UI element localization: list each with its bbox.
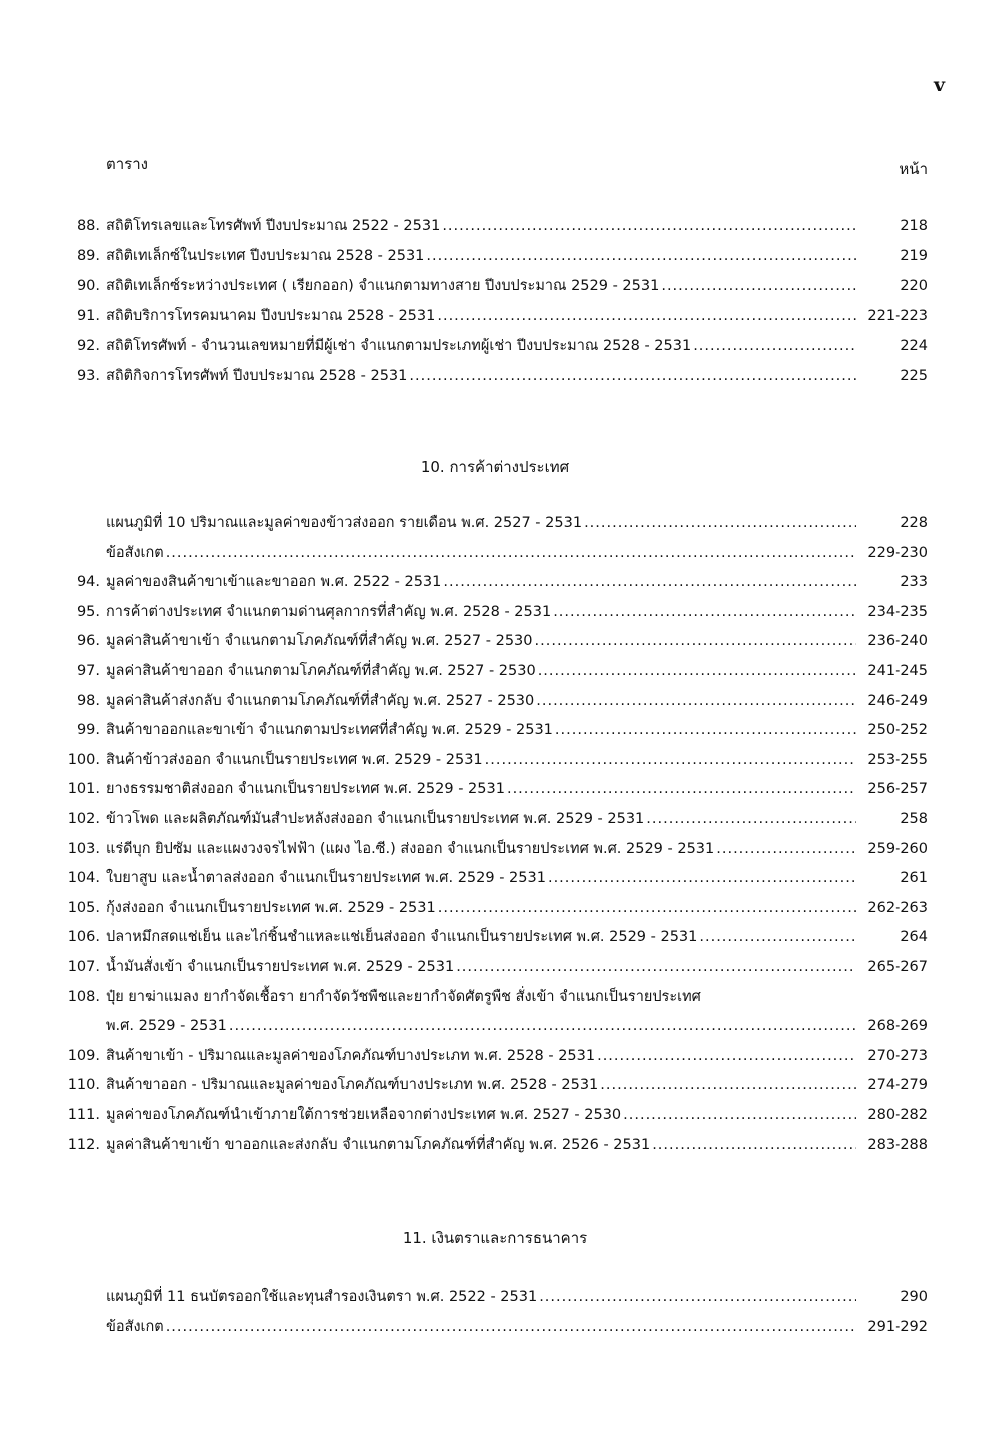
dot-leader bbox=[693, 335, 856, 357]
toc-entry-number: 95. bbox=[76, 603, 100, 620]
toc-entry-title: สถิติกิจการโทรศัพท์ ปีงบประมาณ 2528 - 2531 bbox=[106, 368, 408, 384]
toc-entry bbox=[58, 986, 928, 1008]
toc-entry-number: 106. bbox=[67, 929, 100, 946]
column-header-page: หน้า bbox=[899, 160, 928, 178]
toc-entry-number: 112. bbox=[67, 1136, 100, 1153]
toc-entry-number: 102. bbox=[67, 811, 100, 827]
toc-entry-title: สินค้าขาออกและขาเข้า จำแนกตามประเทศที่สำคัญ พ.ศ. 2529 - 2531 bbox=[106, 722, 553, 739]
toc-entry-page: 265-267 bbox=[867, 959, 928, 975]
toc-entry bbox=[58, 601, 928, 623]
dot-leader bbox=[426, 245, 856, 267]
toc-entry bbox=[58, 660, 928, 682]
dot-leader bbox=[553, 601, 856, 623]
toc-entry bbox=[58, 305, 928, 327]
dot-leader bbox=[584, 512, 856, 534]
dot-leader bbox=[555, 719, 856, 741]
toc-entry-title: มูลค่าสินค้าขาเข้า จำแนกตามโภคภัณฑ์ที่สำคัญ พ.ศ. 2527 - 2530 bbox=[106, 633, 533, 650]
toc-entry-title: ข้าวโพด และผลิตภัณฑ์มันสำปะหลังส่งออก จำแนกเป็นรายประเทศ พ.ศ. 2529 - 2531 bbox=[106, 811, 645, 827]
dot-leader bbox=[600, 1074, 856, 1096]
toc-entry-page: 291-292 bbox=[867, 1319, 928, 1335]
toc-entry-title: แร่ดีบุก ยิปซัม และแผงวงจรไฟฟ้า (แผง ไอ.ซี.) ส่งออก จำแนกเป็นรายประเทศ พ.ศ. 2529 - 2531 bbox=[106, 840, 715, 857]
toc-entry-title: น้ำมันสั่งเข้า จำแนกเป็นรายประเทศ พ.ศ. 2529 - 2531 bbox=[106, 959, 455, 975]
toc-entry-title: สินค้าขาออก - ปริมาณและมูลค่าของโภคภัณฑ์บางประเภท พ.ศ. 2528 - 2531 bbox=[106, 1077, 599, 1094]
toc-entry-page: 234-235 bbox=[867, 603, 928, 620]
toc-entry-page: 259-260 bbox=[867, 840, 928, 857]
dot-leader bbox=[438, 897, 856, 919]
dot-leader bbox=[485, 749, 856, 771]
toc-entry-page: 225 bbox=[900, 368, 928, 384]
toc-entry-number: 99. bbox=[76, 722, 100, 739]
toc-entry bbox=[58, 275, 928, 297]
toc-entry-number: 91. bbox=[76, 308, 100, 324]
toc-entry-page: 236-240 bbox=[867, 633, 928, 650]
toc-entry-title: มูลค่าของโภคภัณฑ์นำเข้าภายใต้การช่วยเหลือจากต่างประเทศ พ.ศ. 2527 - 2530 bbox=[106, 1107, 622, 1123]
toc-entry-title: ปุ๋ย ยาฆ่าแมลง ยากำจัดเชื้อรา ยากำจัดวัชพืชและยากำจัดศัตรูพืช สั่งเข้า จำแนกเป็นรายประเทศ bbox=[106, 988, 701, 1005]
dot-leader bbox=[409, 365, 856, 387]
section-title-11: 11. เงินตราและการธนาคาร bbox=[402, 1229, 588, 1247]
toc-entry-page: 258 bbox=[900, 811, 928, 827]
toc-entry-page: 290 bbox=[900, 1289, 928, 1305]
toc-entry-page: 221-223 bbox=[867, 308, 928, 324]
toc-entry bbox=[58, 245, 928, 267]
toc-entry bbox=[58, 1134, 928, 1156]
toc-entry bbox=[58, 630, 928, 652]
dot-leader bbox=[456, 956, 856, 978]
toc-entry bbox=[58, 926, 928, 948]
toc-entry-number: 109. bbox=[67, 1047, 100, 1064]
toc-entry-title: สถิติเทเล็กซ์ระหว่างประเทศ ( เรียกออก) จำแนกตามทางสาย ปีงบประมาณ 2529 - 2531 bbox=[106, 278, 660, 294]
toc-entry bbox=[58, 838, 928, 860]
dot-leader bbox=[507, 778, 856, 800]
toc-entry-number: 111. bbox=[67, 1107, 100, 1123]
toc-entry bbox=[58, 1104, 928, 1126]
toc-entry-number: 110. bbox=[67, 1077, 100, 1094]
toc-entry-number: 101. bbox=[67, 781, 100, 798]
toc-entry-continuation bbox=[58, 1015, 928, 1037]
dot-leader bbox=[443, 571, 856, 593]
page-number: v bbox=[933, 74, 945, 96]
toc-entry-number: 93. bbox=[76, 368, 100, 384]
toc-entry-title: สินค้าขาเข้า - ปริมาณและมูลค่าของโภคภัณฑ์บางประเภท พ.ศ. 2528 - 2531 bbox=[106, 1047, 596, 1064]
toc-entry bbox=[58, 571, 928, 593]
toc-entry bbox=[58, 1286, 928, 1308]
toc-entry bbox=[58, 512, 928, 534]
column-header-table: ตาราง bbox=[106, 155, 148, 173]
toc-entry-page: 270-273 bbox=[867, 1047, 928, 1064]
dot-leader bbox=[166, 1316, 856, 1338]
toc-entry-number: 92. bbox=[76, 338, 100, 354]
dot-leader bbox=[539, 1286, 856, 1308]
dot-leader bbox=[597, 1045, 856, 1067]
toc-entry-title: กุ้งส่งออก จำแนกเป็นรายประเทศ พ.ศ. 2529 - 2531 bbox=[106, 899, 436, 916]
dot-leader bbox=[716, 838, 856, 860]
toc-entry-title: สินค้าข้าวส่งออก จำแนกเป็นรายประเทศ พ.ศ. 2529 - 2531 bbox=[106, 751, 483, 768]
dot-leader bbox=[661, 275, 856, 297]
toc-entry-title: แผนภูมิที่ 10 ปริมาณและมูลค่าของข้าวส่งออก รายเดือน พ.ศ. 2527 - 2531 bbox=[106, 515, 583, 531]
toc-entry-page: 283-288 bbox=[867, 1136, 928, 1153]
toc-entry-number: 108. bbox=[67, 988, 100, 1005]
toc-entry bbox=[58, 719, 928, 741]
toc-entry bbox=[58, 867, 928, 889]
dot-leader bbox=[229, 1015, 856, 1037]
toc-entry bbox=[58, 1045, 928, 1067]
toc-entry-number: 96. bbox=[76, 633, 100, 650]
dot-leader bbox=[536, 690, 856, 712]
toc-entry-page: 219 bbox=[900, 248, 928, 264]
toc-entry-number: 103. bbox=[67, 840, 100, 857]
toc-entry bbox=[58, 1316, 928, 1338]
toc-entry-page: 224 bbox=[900, 338, 928, 354]
toc-entry-page: 229-230 bbox=[867, 544, 928, 561]
dot-leader bbox=[646, 808, 856, 830]
toc-entry bbox=[58, 542, 928, 564]
toc-entry-page: 256-257 bbox=[867, 781, 928, 798]
toc-entry-number: 104. bbox=[67, 870, 100, 887]
toc-entry-number: 90. bbox=[76, 278, 100, 294]
toc-entry-number: 107. bbox=[67, 959, 100, 975]
toc-entry bbox=[58, 1074, 928, 1096]
toc-entry bbox=[58, 335, 928, 357]
toc-entry bbox=[58, 690, 928, 712]
toc-entry-page: 253-255 bbox=[867, 751, 928, 768]
dot-leader bbox=[652, 1134, 856, 1156]
toc-entry-page: 233 bbox=[900, 574, 928, 591]
toc-entry-page: 218 bbox=[900, 218, 928, 234]
toc-entry-title: สถิติบริการโทรคมนาคม ปีงบประมาณ 2528 - 2531 bbox=[106, 308, 436, 324]
toc-entry-title: ข้อสังเกต bbox=[106, 544, 164, 561]
toc-entry-number: 89. bbox=[76, 248, 100, 264]
toc-entry-title: มูลค่าสินค้าส่งกลับ จำแนกตามโภคภัณฑ์ที่สำคัญ พ.ศ. 2527 - 2530 bbox=[106, 692, 535, 709]
toc-entry bbox=[58, 215, 928, 237]
toc-entry bbox=[58, 897, 928, 919]
toc-entry-page: 261 bbox=[900, 870, 928, 887]
dot-leader bbox=[548, 867, 856, 889]
toc-entry-page: 250-252 bbox=[867, 722, 928, 739]
toc-entry bbox=[58, 808, 928, 830]
dot-leader bbox=[442, 215, 856, 237]
toc-entry-title: ยางธรรมชาติส่งออก จำแนกเป็นรายประเทศ พ.ศ. 2529 - 2531 bbox=[106, 781, 505, 798]
toc-entry bbox=[58, 749, 928, 771]
toc-entry-title: มูลค่าสินค้าขาเข้า ขาออกและส่งกลับ จำแนกตามโภคภัณฑ์ที่สำคัญ พ.ศ. 2526 - 2531 bbox=[106, 1136, 651, 1153]
toc-entry-title: สถิติโทรเลขและโทรศัพท์ ปีงบประมาณ 2522 - 2531 bbox=[106, 218, 441, 234]
toc-entry-number: 98. bbox=[76, 692, 100, 709]
toc-entry-title: สถิติเทเล็กซ์ในประเทศ ปีงบประมาณ 2528 - 2531 bbox=[106, 248, 425, 264]
toc-entry-page: 264 bbox=[900, 929, 928, 946]
toc-entry-page: 228 bbox=[900, 515, 928, 531]
toc-entry-number: 94. bbox=[76, 574, 100, 591]
toc-entry-number: 88. bbox=[76, 218, 100, 234]
toc-entry-page: 220 bbox=[900, 278, 928, 294]
toc-entry-title: มูลค่าของสินค้าขาเข้าและขาออก พ.ศ. 2522 - 2531 bbox=[106, 574, 442, 591]
toc-entry-title-cont: พ.ศ. 2529 - 2531 bbox=[106, 1018, 227, 1035]
toc-entry-title: ใบยาสูบ และน้ำตาลส่งออก จำแนกเป็นรายประเทศ พ.ศ. 2529 - 2531 bbox=[106, 870, 546, 887]
toc-entry-title: ปลาหมึกสดแช่เย็น และไก่ชิ้นชำแหละแช่เย็นส่งออก จำแนกเป็นรายประเทศ พ.ศ. 2529 - 2531 bbox=[106, 929, 698, 946]
toc-entry-number: 105. bbox=[67, 899, 100, 916]
dot-leader bbox=[538, 660, 856, 682]
section-title-10: 10. การค้าต่างประเทศ bbox=[420, 458, 570, 476]
toc-entry-title: ข้อสังเกต bbox=[106, 1319, 164, 1335]
toc-entry-title: แผนภูมิที่ 11 ธนบัตรออกใช้และทุนสำรองเงินตรา พ.ศ. 2522 - 2531 bbox=[106, 1289, 538, 1305]
toc-entry-page: 262-263 bbox=[867, 899, 928, 916]
dot-leader bbox=[437, 305, 856, 327]
dot-leader bbox=[623, 1104, 856, 1126]
dot-leader bbox=[166, 542, 856, 564]
dot-leader bbox=[699, 926, 856, 948]
toc-entry-page: 280-282 bbox=[867, 1107, 928, 1123]
toc-entry-title: การค้าต่างประเทศ จำแนกตามด่านศุลกากรที่สำคัญ พ.ศ. 2528 - 2531 bbox=[106, 603, 552, 620]
toc-entry-page: 268-269 bbox=[867, 1018, 928, 1035]
toc-entry bbox=[58, 956, 928, 978]
toc-entry-page: 274-279 bbox=[867, 1077, 928, 1094]
dot-leader bbox=[535, 630, 856, 652]
toc-entry-number: 97. bbox=[76, 663, 100, 679]
toc-entry-title: สถิติโทรศัพท์ - จำนวนเลขหมายที่มีผู้เช่า จำแนกตามประเภทผู้เช่า ปีงบประมาณ 2528 - 2531 bbox=[106, 338, 692, 354]
toc-entry bbox=[58, 778, 928, 800]
toc-entry-page: 241-245 bbox=[867, 663, 928, 679]
toc-entry bbox=[58, 365, 928, 387]
toc-entry-page: 246-249 bbox=[867, 692, 928, 709]
toc-entry-title: มูลค่าสินค้าขาออก จำแนกตามโภคภัณฑ์ที่สำคัญ พ.ศ. 2527 - 2530 bbox=[106, 663, 536, 679]
toc-entry-number: 100. bbox=[67, 751, 100, 768]
